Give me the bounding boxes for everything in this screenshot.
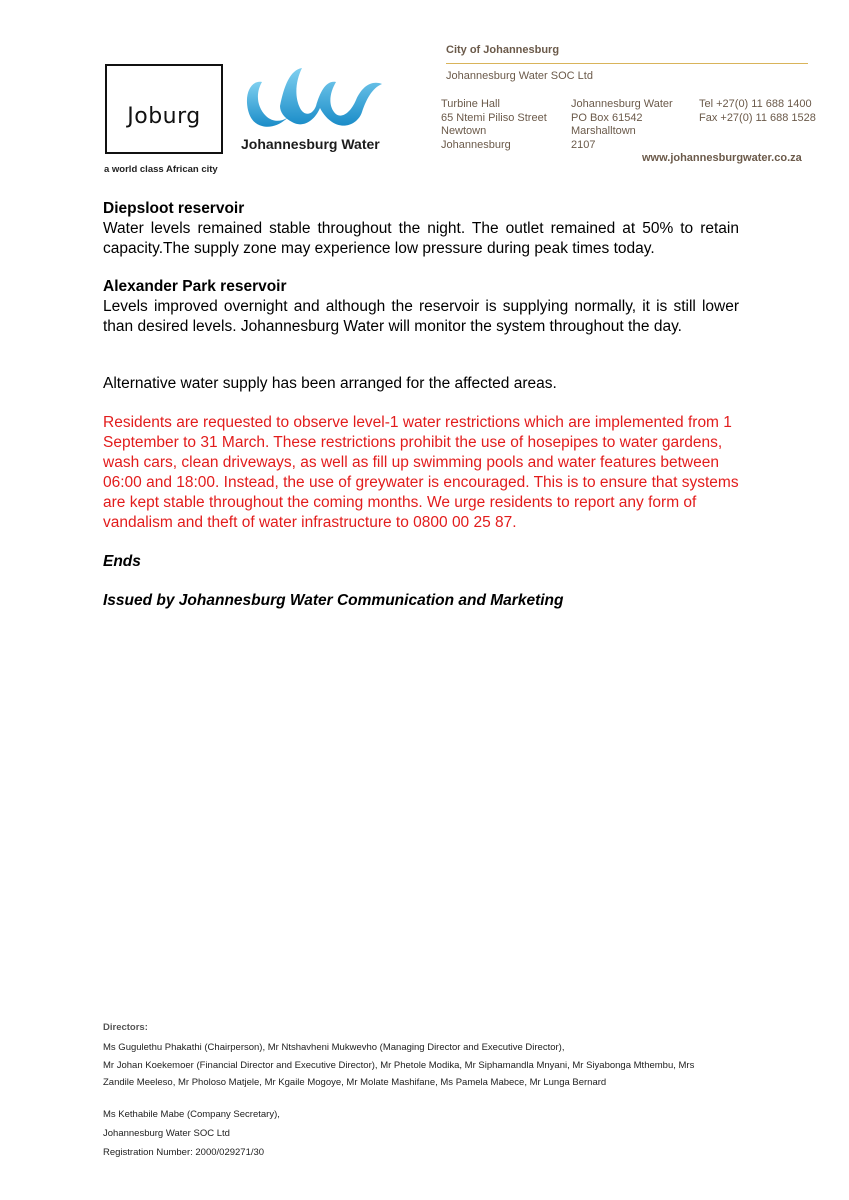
alexander-park-text: Levels improved overnight and although the reservoir is supplying normally, it is still lower than desired levels. Johannesburg Water will monitor the system throughout the day. xyxy=(103,298,739,335)
city-name: City of Johannesburg xyxy=(446,44,560,56)
postal-address-line: 2107 xyxy=(571,138,596,151)
street-address-line: Turbine Hall xyxy=(441,98,500,110)
issued-by: Issued by Johannesburg Water Communication and Marketing xyxy=(103,592,564,609)
street-address-line: Johannesburg xyxy=(441,138,511,151)
directors-footer xyxy=(103,1022,743,1092)
johannesburg-water-logo-name: Johannesburg Water xyxy=(241,136,380,152)
directors-line: Ms Gugulethu Phakathi (Chairperson), Mr Ntshavheni Mukwevho (Managing Director and Executive Director), xyxy=(103,1042,565,1053)
johannesburg-water-logo-icon xyxy=(240,62,390,132)
letterhead xyxy=(0,0,849,190)
street-address-line: Newtown xyxy=(441,125,487,137)
joburg-logo xyxy=(105,64,223,154)
website-link[interactable]: www.johannesburgwater.co.za xyxy=(642,152,802,164)
company-registration-block xyxy=(103,1105,280,1162)
restrictions-notice: Residents are requested to observe level-1 water restrictions which are implemented from 1 September to 31 March. These restrictions prohibit the use of hosepipes to water gardens, wash cars, clean driveways, as well as fill up swimming pools and water features between 06:00 and 18:00. Instead, the use of greywater is encouraged. This is to ensure that systems are kept stable throughout the coming months. We urge residents to report any form of vandalism and theft of water infrastructure to 0800 00 25 87. xyxy=(103,414,739,531)
postal-address-line: PO Box 61542 xyxy=(571,111,643,124)
postal-address-line: Marshalltown xyxy=(571,125,636,137)
alexander-park-heading: Alexander Park reservoir xyxy=(103,278,287,295)
joburg-logo-word: Joburg xyxy=(127,104,201,129)
telephone: Tel +27(0) 11 688 1400 xyxy=(699,98,812,110)
alternative-supply-text: Alternative water supply has been arranged for the affected areas. xyxy=(103,375,557,392)
contact-details xyxy=(699,98,816,125)
footer-company-name: Johannesburg Water SOC Ltd xyxy=(103,1128,230,1139)
joburg-tagline: a world class African city xyxy=(104,164,218,175)
fax: Fax +27(0) 11 688 1528 xyxy=(699,111,816,124)
press-release-body xyxy=(103,199,739,611)
directors-label: Directors: xyxy=(103,1022,148,1033)
directors-line: Zandile Meeleso, Mr Pholoso Matjele, Mr Kgaile Mogoye, Mr Molate Mashifane, Ms Pamela Mabece, Mr Lunga Bernard xyxy=(103,1077,607,1088)
company-secretary: Ms Kethabile Mabe (Company Secretary), xyxy=(103,1109,280,1120)
street-address-line: 65 Ntemi Piliso Street xyxy=(441,111,547,124)
street-address xyxy=(441,98,547,152)
registration-number: Registration Number: 2000/029271/30 xyxy=(103,1147,265,1158)
diepsloot-text: Water levels remained stable throughout the night. The outlet remained at 50% to retain capacity.The supply zone may experience low pressure during peak times today. xyxy=(103,220,739,257)
diepsloot-heading: Diepsloot reservoir xyxy=(103,200,245,217)
header-rule xyxy=(446,63,808,64)
directors-line: Mr Johan Koekemoer (Financial Director and Executive Director), Mr Phetole Modika, Mr Siphamandla Mnyani, Mr Siyabonga Mthembu, Mrs xyxy=(103,1059,695,1071)
postal-address xyxy=(571,98,673,152)
ends-marker: Ends xyxy=(103,553,141,570)
company-name: Johannesburg Water SOC Ltd xyxy=(446,70,593,82)
postal-address-line: Johannesburg Water xyxy=(571,98,673,110)
